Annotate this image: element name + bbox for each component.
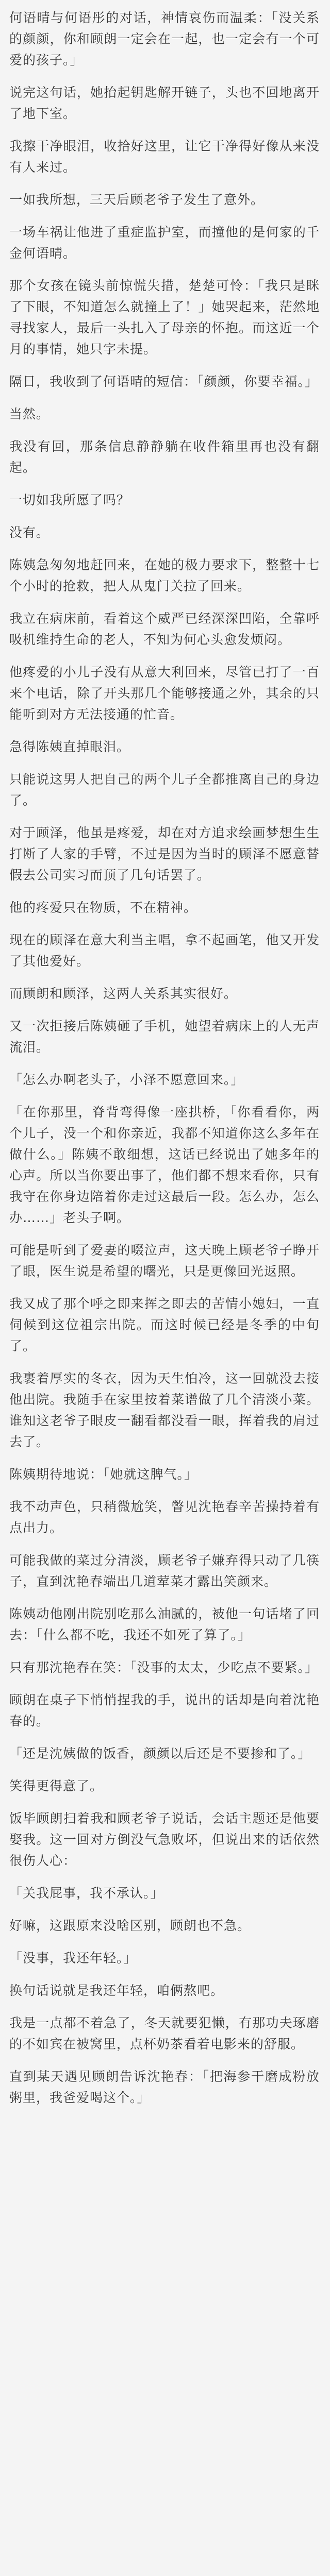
paragraph: 一切如我所愿了吗？ xyxy=(9,493,130,507)
paragraph: 换句话说就是我还年轻，咱俩熬吧。 xyxy=(9,1983,224,1998)
paragraph: 一场车祸让他进了重症监护室，而撞他的是何家的千金何语晴。 xyxy=(9,225,320,261)
paragraph: 笑得更得意了。 xyxy=(9,1778,104,1793)
paragraph: 「没事，我还年轻。」 xyxy=(9,1951,137,1965)
paragraph: 可能我做的菜过分清淡，顾老爷子嫌弃得只动了几筷子，直到沈艳春端出几道荤菜才露出笑颜来。 xyxy=(9,1553,320,1589)
paragraph: 我是一点都不着急了，冬天就要犯懒，有那功夫琢磨的不如宾在被窝里，点杯奶茶看着电影来的舒服。 xyxy=(9,2015,320,2052)
paragraph: 而顾朗和顾泽，这两人关系其实很好。 xyxy=(9,986,238,1001)
paragraph: 饭毕顾朗扫着我和顾老爷子说话，会话主题还是他要娶我。这一回对方倒没气急败坏，但说出来的话依然很伤人心： xyxy=(9,1811,320,1868)
paragraph: 陈姨动他刚出院别吃那么油腻的，被他一句话堵了回去：「什么都不吃，我还不如死了算了。」 xyxy=(9,1606,320,1642)
paragraph: 急得陈姨直掉眼泪。 xyxy=(9,739,130,754)
paragraph: 只有那沈艳春在笑：「没事的太太，少吃点不要紧。」 xyxy=(9,1660,319,1675)
paragraph: 可能是听到了爱妻的啜泣声，这天晚上顾老爷子睁开了眼，医生说是希望的曙光，只是更像回光返照。 xyxy=(9,1243,320,1279)
paragraph: 直到某天遇见顾朗告诉沈艳春：「把海参干磨成粉放粥里，我爸爱喝这个。」 xyxy=(9,2069,320,2105)
paragraph: 又一次拒接后陈姨砸了手机，她望着病床上的人无声流泪。 xyxy=(9,1019,320,1055)
paragraph: 顾朗在桌子下悄悄捏我的手，说出的话却是向着沈艳春的。 xyxy=(9,1692,320,1728)
paragraph: 「在你那里，脊背弯得像一座拱桥，「你看看你，两个儿子，没一个和你亲近，我都不知道你这么多年在做什么。」陈姨不敢细想，这话已经说出了她多年的心声。所以当你要出事了，他们都不想来看你，只有我守在你身边陪着你走过这最后一段。怎么办，怎么办……」老头子啊。 xyxy=(9,1105,320,1225)
paragraph: 隔日，我收到了何语晴的短信：「颜颜，你要幸福。」 xyxy=(9,374,319,389)
paragraph: 他的疼爱只在物质，不在精神。 xyxy=(9,900,197,915)
paragraph: 他疼爱的小儿子没有从意大利回来，尽管已打了一百来个电话，除了开头那几个能够接通之外，其余的只能听到对方无法接通的忙音。 xyxy=(9,665,320,722)
paragraph: 「还是沈姨做的饭香，颜颜以后还是不要掺和了。」 xyxy=(9,1746,311,1761)
article-body xyxy=(9,7,320,2108)
paragraph: 没有。 xyxy=(9,525,50,540)
paragraph: 我擦干净眼泪，收拾好这里，让它干净得好像从来没有人来过。 xyxy=(9,139,320,175)
paragraph: 说完这句话，她抬起钥匙解开链子，头也不回地离开了地下室。 xyxy=(9,85,320,121)
paragraph: 「关我屁事，我不承认。」 xyxy=(9,1886,164,1901)
paragraph: 我又成了那个呼之即来挥之即去的苦情小媳妇，一直伺候到这位祖宗出院。而这时候已经是冬季的中旬了。 xyxy=(9,1296,320,1353)
paragraph: 我裹着厚实的冬衣，因为天生怕冷，这一回就没去接他出院。我随手在家里按着菜谱做了几个清淡小菜。谁知这老爷子眼皮一翻看都没看一眼，挥着我的肩过去了。 xyxy=(9,1371,320,1449)
paragraph: 「怎么办啊老头子，小泽不愿意回来。」 xyxy=(9,1072,244,1087)
paragraph: 陈姨期待地说：「她就这脾气。」 xyxy=(9,1467,198,1482)
paragraph: 我立在病床前，看着这个威严已经深深凹陷，全靠呼吸机维持生命的老人，不知为何心头愈发烦闷。 xyxy=(9,611,320,647)
paragraph: 现在的顾泽在意大利当主唱，拿不起画笔，他又开发了其他爱好。 xyxy=(9,933,320,969)
paragraph: 当然。 xyxy=(9,406,50,421)
paragraph: 对于顾泽，他虽是疼爱，却在对方追求绘画梦想生生打断了人家的手臂，不过是因为当时的顾泽不愿意替假去公司实习而顶了几句话罢了。 xyxy=(9,825,320,883)
paragraph: 何语晴与何语彤的对话，神情哀伤而温柔：「没关系的颜颜，你和顾朗一定会在一起，也一定会有一个可爱的孩子。」 xyxy=(9,10,320,67)
paragraph: 好嘛，这跟原来没啥区别，顾朗也不急。 xyxy=(9,1918,251,1933)
paragraph: 一如我所想，三天后顾老爷子发生了意外。 xyxy=(9,192,265,207)
paragraph: 只能说这男人把自己的两个儿子全都推离自己的身边了。 xyxy=(9,772,320,808)
paragraph: 陈姨急匆匆地赶回来，在她的极力要求下，整整十七个小时的抢救，把人从鬼门关拉了回来。 xyxy=(9,557,320,594)
paragraph: 那个女孩在镜头前惊慌失措，楚楚可怜：「我只是眯了下眼，不知道怎么就撞上了！」她哭起来，茫然地寻找家人，最后一头扎入了母亲的怀抱。而这近一个月的事情，她只字未提。 xyxy=(9,278,320,357)
paragraph: 我不动声色，只稍微尬笑，瞥见沈艳春辛苦操持着有点出力。 xyxy=(9,1499,320,1535)
paragraph: 我没有回，那条信息静静躺在收件箱里再也没有翻起。 xyxy=(9,439,320,475)
